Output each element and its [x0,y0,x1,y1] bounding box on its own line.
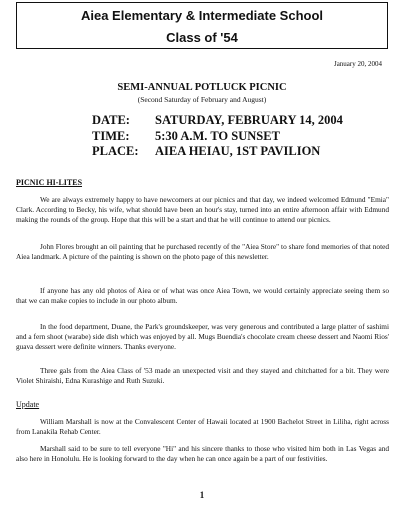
event-subtitle: (Second Saturday of February and August) [137,95,267,104]
page-number: 1 [199,490,205,500]
detail-label: DATE: [92,113,130,127]
detail-label: TIME: [92,128,130,143]
event-title: SEMI-ANNUAL POTLUCK PICNIC [117,82,287,93]
paragraph: John Flores brought an oil painting that he purchased recently of the "Aiea Store" to share fond memories of that noted Aiea landmark. A picture of the painting is shown on the photo page of this newsletter. [16,242,389,261]
detail-row-time [92,129,343,145]
paragraph: Marshall said to be sure to tell everyone "Hi" and his sincere thanks to those who visited him both in Las Vegas and also here in Honolulu. He is looking forward to the day when he can once again be a part of our festivities. [16,444,389,463]
detail-value: 5:30 A.M. TO SUNSET [155,128,280,143]
detail-value: SATURDAY, FEBRUARY 14, 2004 [155,113,343,127]
detail-value: AIEA HEIAU, 1ST PAVILION [155,144,321,158]
paragraph: We are always extremely happy to have newcomers at our picnics and that day, we indeed welcomed Edmund "Emia" Clark. According to Becky, his wife, what should have been an hour's stay, turned into an entire afternoon affair with Edmund making the rounds of the group. Hope that this will be a start and that he will continue to attend our picnics. [16,195,389,224]
paragraph: Three gals from the Aiea Class of '53 made an unexpected visit and they stayed and chitchatted for a bit. They were Violet Shiraishi, Edna Kurashige and Ruth Suzuki. [16,366,389,385]
newsletter-header [16,2,388,49]
paragraph: In the food department, Duane, the Park's groundskeeper, was very generous and contributed a large platter of sashimi and a fern shoot (warabe) side dish which was enjoyed by all. Mugs Buendia's chocolate cream cheese dessert and Naomi Rios' guava dessert were definite winners. Thanks everyone. [16,322,389,351]
issue-date: January 20, 2004 [333,60,382,68]
school-name: Aiea Elementary & Intermediate School [80,8,324,23]
section-heading-update: Update [16,400,40,409]
section-heading-hilites: PICNIC HI-LITES [16,178,83,187]
event-details [92,113,343,160]
paragraph: William Marshall is now at the Convalescent Center of Hawaii located at 1900 Bachelot Street in Liliha, right across from Lanakila Rehab Center. [16,417,389,436]
paragraph: If anyone has any old photos of Aiea or of what was once Aiea Town, we would certainly appreciate seeing them so that we can make copies to include in our photo album. [16,286,389,305]
detail-row-place [92,144,343,160]
detail-row-date [92,113,343,129]
detail-label: PLACE: [92,144,139,158]
class-name: Class of '54 [166,30,238,45]
